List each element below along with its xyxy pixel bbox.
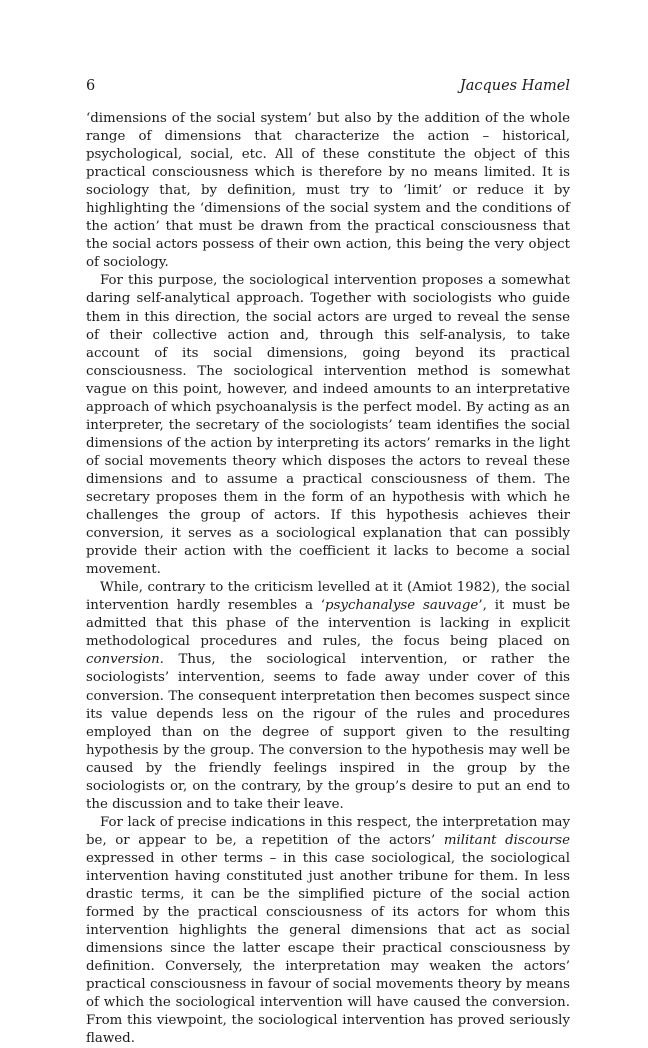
page-number: 6 xyxy=(86,78,96,94)
paragraph-3-text-b: ’, it must be admitted that this phase of the intervention is lacking in explicit methodological procedures and rules, the focus being placed on xyxy=(86,598,571,650)
running-head-author: Jacques Hamel xyxy=(459,78,570,94)
paragraph-3-italic-psychanalyse: psychanalyse sauvage xyxy=(325,598,479,614)
paragraph-3-text-c: Thus, the sociological intervention, or rather the sociologists’ intervention, seems to fade away under cover of this conversion. The consequent interpretation then becomes suspect since its value depends less on the rigour of the rules and procedures employed than on the degree of support given to the resulting hypothesis by the group. The conversion to the hypothesis may well be caused by the friendly feelings inspired in the group by the sociologists or, on the contrary, by the group’s desire to put an end to the discussion and to take their leave. xyxy=(86,652,570,812)
paragraph-3 xyxy=(86,579,570,814)
book-page xyxy=(86,78,570,1048)
running-head xyxy=(86,78,570,96)
paragraph-4-text-b: expressed in other terms – in this case sociological, the sociological intervention having constituted just another tribune for them. In less drastic terms, it can be the simplified picture of the social action formed by the practical consciousness of its actors for whom this intervention highlights the general dimensions that act as social dimensions since the latter escape their practical consciousness by definition. Conversely, the interpretation may weaken the actors’ practical consciousness in favour of social movements theory by means of which the sociological intervention will have caused the conversion. From this viewpoint, the sociological intervention has proved seriously flawed. xyxy=(86,850,570,1047)
paragraph-2 xyxy=(86,272,570,579)
body-text xyxy=(86,110,570,1048)
paragraph-1 xyxy=(86,110,570,272)
paragraph-2-text: For this purpose, the sociological intervention proposes a somewhat daring self-analytical approach. Together with sociologists who guide them in this direction, the social actors are urged to reveal the sense of their collective action and, through this self-analysis, to take account of its social dimensions, going beyond its practical consciousness. The sociological intervention method is somewhat vague on this point, however, and indeed amounts to an interpretative approach of which psychoanalysis is the perfect model. By acting as an interpreter, the secretary of the sociologists’ team identifies the social dimensions of the action by interpreting its actors’ remarks in the light of social movements theory which disposes the actors to reveal these dimensions and to assume a practical consciousness of them. The secretary proposes them in the form of an hypothesis with which he challenges the group of actors. If this hypothesis achieves their conversion, it serves as a sociological explanation that can possibly provide their action with the coefficient it lacks to become a social movement. xyxy=(86,273,570,578)
paragraph-3-text-a: While, contrary to the criticism levelled at it (Amiot 1982), the social intervention hardly resembles a ‘ xyxy=(86,580,570,614)
paragraph-3-italic-conversion: conversion. xyxy=(86,652,164,668)
paragraph-4-italic-militant-discourse: militant discourse xyxy=(443,832,570,848)
paragraph-1-text: ‘dimensions of the social system’ but also by the addition of the whole range of dimensions that characterize the action – historical, psychological, social, etc. All of these constitute the object of this practical consciousness which is therefore by no means limited. It is sociology that, by definition, must try to ‘limit’ or reduce it by highlighting the ‘dimensions of the social system and the conditions of the action’ that must be drawn from the practical consciousness that the social actors possess of their own action, this being the very object of sociology. xyxy=(86,111,570,271)
paragraph-4-text-a: For lack of precise indications in this respect, the interpretation may be, or appear to be, a repetition of the actors’ xyxy=(86,814,570,848)
paragraph-4 xyxy=(86,814,570,1048)
